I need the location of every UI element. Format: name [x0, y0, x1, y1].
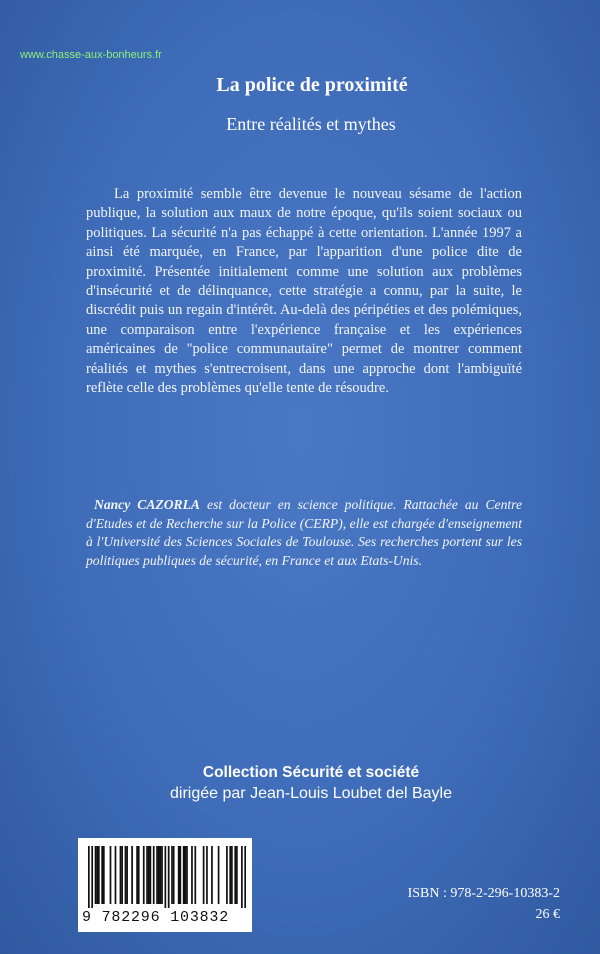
book-title: La police de proximité	[216, 74, 408, 96]
barcode-bar	[203, 846, 205, 904]
author-bio	[86, 496, 522, 571]
barcode-bar	[184, 846, 186, 904]
barcode-bar	[206, 846, 208, 904]
barcode-bar	[171, 846, 173, 904]
barcode-bar	[91, 846, 93, 908]
author-name: Nancy CAZORLA	[94, 497, 200, 512]
barcode-bar	[168, 846, 170, 908]
barcode-bar	[236, 846, 238, 904]
barcode-bar	[244, 846, 246, 908]
summary-paragraph: La proximité semble être devenue le nouveau sésame de l'action publique, la solution aux maux de notre époque, qu'ils soient sociaux ou politiques. La sécurité n'a pas échappé à cette orientation. L'année 1997 a ainsi été marquée, en France, par l'apparition d'une police dite de proximité. Présentée initialement comme une solution aux problèmes d'insécurité et de délinquance, cette stratégie a connu, par la suite, le discrédit puis un regain d'intérêt. Au-delà des péripéties et des polémiques, une comparaison entre l'expérience française et les expériences américaines de "police communautaire" permet de montrer comment réalités et mythes s'entrecroisent, dans une approche dont l'ambiguïté reflète celle des problèmes qu'elle tente de résoudre.	[86, 186, 522, 397]
barcode-bar	[95, 846, 97, 904]
barcode-bar	[218, 846, 220, 904]
barcode-bar	[229, 846, 231, 904]
barcode-bar	[143, 846, 145, 904]
barcode-bar	[138, 846, 140, 904]
isbn-price-block	[408, 883, 560, 925]
watermark-url: www.chasse-aux-bonheurs.fr	[20, 49, 162, 61]
barcode-bar	[158, 846, 160, 904]
barcode-bar	[136, 846, 138, 904]
barcode-bar	[211, 846, 213, 904]
barcode-bar	[179, 846, 181, 904]
barcode-bar	[131, 846, 133, 904]
barcode-bar	[183, 846, 185, 904]
barcode-bar	[121, 846, 123, 904]
barcode-bar	[146, 846, 148, 904]
author-bio-text: est docteur en science politique. Rattachée au Centre d'Etudes et de Recherche sur la Police (CERP), elle est chargée d'enseignement à l'Université des Sciences Sociales de Toulouse. Ses recherches portent sur les politiques publiques de sécurité, en France et aux Etats-Unis.	[86, 497, 522, 569]
barcode-bar	[115, 846, 117, 904]
barcode-bar	[173, 846, 175, 904]
barcode-bar	[226, 846, 228, 904]
barcode-bar	[160, 846, 162, 904]
barcode-bar	[191, 846, 193, 904]
barcode-bar	[103, 846, 105, 904]
barcode-bar	[178, 846, 180, 904]
barcode-bar	[156, 846, 158, 904]
barcode-bar	[125, 846, 127, 904]
barcode-bar	[194, 846, 196, 904]
barcode-bar	[148, 846, 150, 904]
barcode-bar	[96, 846, 98, 904]
barcode-bar	[88, 846, 90, 908]
barcode-bar	[153, 846, 155, 904]
barcode-bar	[150, 846, 152, 904]
barcode-bar	[241, 846, 243, 908]
barcode-bar	[126, 846, 128, 904]
barcode-bar	[165, 846, 167, 908]
barcode-bar	[161, 846, 163, 904]
collection-director: dirigée par Jean-Louis Loubet del Bayle	[170, 785, 452, 802]
barcode-bar	[186, 846, 188, 904]
book-subtitle: Entre réalités et mythes	[226, 114, 396, 134]
barcode-bar	[231, 846, 233, 904]
barcode	[78, 838, 252, 932]
barcode-bar	[120, 846, 122, 904]
barcode-bar	[101, 846, 103, 904]
collection-name: Collection Sécurité et société	[202, 764, 420, 781]
barcode-bar	[234, 846, 236, 904]
barcode-bar	[110, 846, 112, 904]
isbn-number: ISBN : 978-2-296-10383-2	[407, 886, 560, 901]
barcode-bars	[88, 846, 246, 908]
barcode-bar	[98, 846, 100, 904]
barcode-number: 9 782296 103832	[82, 909, 230, 926]
price: 26 €	[535, 907, 560, 922]
collection-info	[0, 764, 600, 803]
